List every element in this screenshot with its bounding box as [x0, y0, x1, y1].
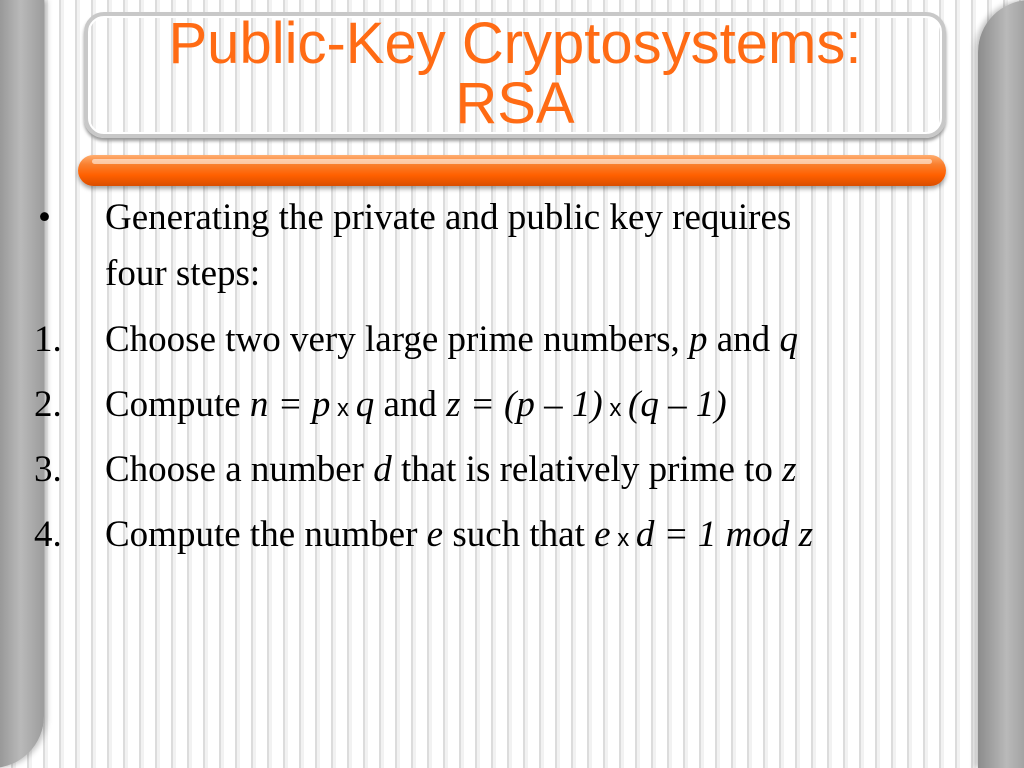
step-text: Compute n = p x q and z = (p – 1) x (q – 1) [105, 384, 727, 425]
step-number: 1. [34, 319, 62, 360]
bullet-text-line-2: four steps: [105, 253, 261, 294]
step-number: 4. [34, 514, 62, 555]
step-text: Compute the number e such that e x d = 1 mod z [105, 514, 814, 555]
step-number: 3. [34, 449, 62, 490]
step-text: Choose two very large prime numbers, p and q [105, 319, 798, 360]
slide-title: Public-Key Cryptosystems: RSA [168, 11, 862, 136]
step-text: Choose a number d that is relatively prime to z [105, 449, 797, 490]
bullet-text-line-1: Generating the private and public key requires [105, 197, 792, 238]
bullet-marker: • [38, 197, 51, 238]
step-number: 2. [34, 384, 62, 425]
